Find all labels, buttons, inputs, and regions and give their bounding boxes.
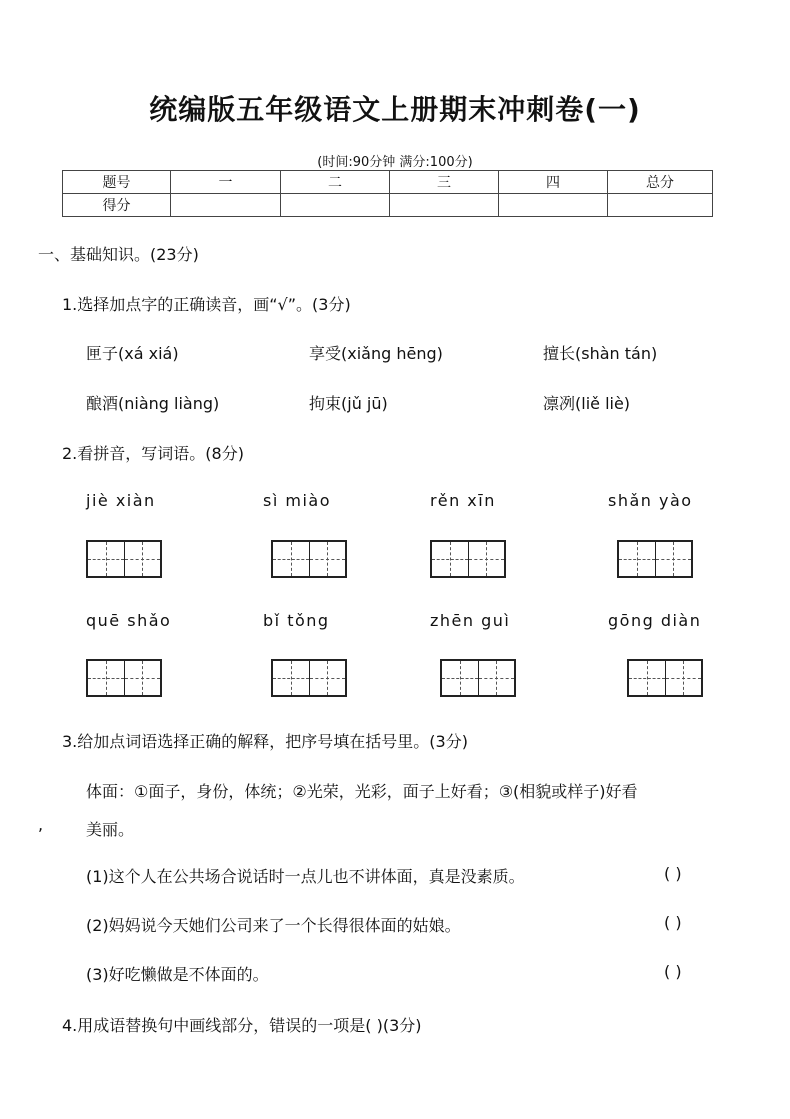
pinyin-label: gōng diàn [608, 611, 702, 630]
writing-grid[interactable] [86, 659, 162, 697]
score-cell[interactable] [390, 194, 499, 217]
pronunciation-option[interactable]: 凛冽(liě liè) [543, 394, 631, 413]
sentence-item: (2)妈妈说今天她们公司来了一个长得很体面的姑娘。 [86, 916, 461, 935]
pinyin-label: zhēn guì [430, 611, 511, 630]
pronunciation-option[interactable]: 拘束(jǔ jū) [309, 394, 388, 413]
pronunciation-option[interactable]: 擅长(shàn tán) [543, 344, 658, 363]
answer-blank[interactable]: ( ) [664, 962, 682, 981]
pinyin-label: shǎn yào [608, 491, 693, 510]
pronunciation-option[interactable]: 酿酒(niàng liàng) [86, 394, 220, 413]
table-header-cell: 总分 [608, 171, 713, 194]
score-cell[interactable] [281, 194, 390, 217]
question-3-prompt: 3.给加点词语选择正确的解释，把序号填在括号里。(3分) [62, 732, 468, 751]
table-header-cell: 题号 [63, 171, 171, 194]
pinyin-label: sì miào [263, 491, 331, 510]
table-header-cell: 一 [171, 171, 281, 194]
definition-text: 体面：①面子，身份，体统；②光荣，光彩，面子上好看；③(相貌或样子)好看 [86, 782, 638, 801]
score-cell[interactable] [499, 194, 608, 217]
score-header-row [63, 171, 713, 194]
pinyin-label: rěn xīn [430, 491, 496, 510]
table-header-cell: 三 [390, 171, 499, 194]
pinyin-label: quē shǎo [86, 611, 172, 630]
table-header-cell: 二 [281, 171, 390, 194]
score-row [63, 194, 713, 217]
question-1-prompt: 1.选择加点字的正确读音，画“√”。(3分) [62, 295, 351, 314]
question-4-prompt: 4.用成语替换句中画线部分，错误的一项是( )(3分) [62, 1016, 422, 1035]
pinyin-label: jiè xiàn [86, 491, 156, 510]
definition-comma: , [38, 815, 44, 834]
score-cell[interactable] [171, 194, 281, 217]
question-2-prompt: 2.看拼音，写词语。(8分) [62, 444, 244, 463]
sentence-item: (3)好吃懒做是不体面的。 [86, 965, 269, 984]
page-title: 统编版五年级语文上册期末冲刺卷(一) [149, 93, 641, 126]
writing-grid[interactable] [86, 540, 162, 578]
answer-blank[interactable]: ( ) [664, 913, 682, 932]
pinyin-label: bǐ tǒng [263, 611, 330, 630]
writing-grid[interactable] [271, 540, 347, 578]
writing-grid[interactable] [430, 540, 506, 578]
section-heading: 一、基础知识。(23分) [38, 245, 199, 264]
table-header-cell: 四 [499, 171, 608, 194]
pronunciation-option[interactable]: 享受(xiǎng hēng) [309, 344, 443, 363]
definition-text-continued: 美丽。 [86, 820, 135, 839]
writing-grid[interactable] [617, 540, 693, 578]
answer-blank[interactable]: ( ) [664, 864, 682, 883]
sentence-item: (1)这个人在公共场合说话时一点儿也不讲体面，真是没素质。 [86, 867, 525, 886]
writing-grid[interactable] [271, 659, 347, 697]
score-row-label: 得分 [63, 194, 171, 217]
pronunciation-option[interactable]: 匣子(xá xiá) [86, 344, 179, 363]
writing-grid[interactable] [440, 659, 516, 697]
exam-info: (时间:90分钟 满分:100分) [317, 155, 473, 170]
score-cell[interactable] [608, 194, 713, 217]
score-table [62, 170, 713, 217]
writing-grid[interactable] [627, 659, 703, 697]
